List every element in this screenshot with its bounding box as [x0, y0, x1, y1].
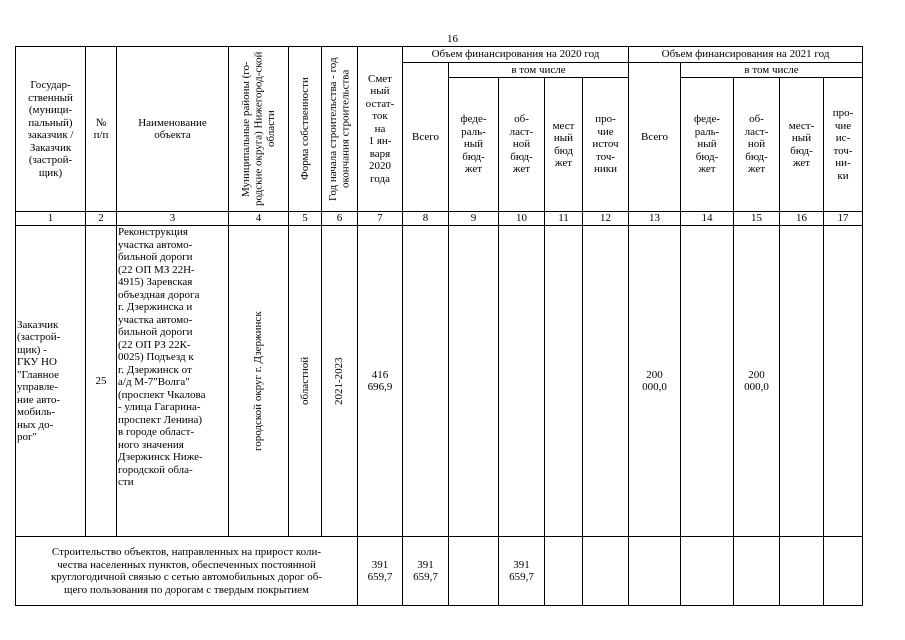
page-number: 16 — [447, 33, 458, 45]
header-years: Год начала строительства - год окончания строительства — [327, 57, 352, 201]
row-customer: Заказчик (застрой- щик) - ГКУ НО "Главное управле- ние авто- мобиль- ных до- рог" — [16, 226, 86, 537]
summary-total-2020: 391 659,7 — [403, 537, 449, 606]
col-number: 1 — [16, 212, 86, 226]
row-years: 2021-2023 — [333, 357, 346, 405]
header-regional-2020: об- ласт- ной бюд- жет — [499, 78, 545, 212]
row-empty — [545, 537, 583, 606]
row-estimate: 416 696,9 — [358, 226, 403, 537]
row-years-cell — [322, 226, 358, 537]
summary-estimate: 391 659,7 — [358, 537, 403, 606]
row-empty — [403, 226, 449, 537]
header-ownership: Форма собственности — [298, 77, 311, 181]
col-number: 11 — [545, 212, 583, 226]
header-total-2021: Всего — [629, 62, 681, 212]
row-empty — [583, 226, 629, 537]
header-other-2020: про- чие источ точ- ники — [583, 78, 629, 212]
col-number: 16 — [780, 212, 824, 226]
header-local-2020: мест ный бюд жет — [545, 78, 583, 212]
row-district: городской округ г. Дзержинск — [252, 311, 265, 451]
col-number: 14 — [681, 212, 734, 226]
col-number: 8 — [403, 212, 449, 226]
row-regional-2021: 200 000,0 — [734, 226, 780, 537]
header-fin2021: Объем финансирования на 2021 год — [629, 47, 863, 63]
col-number: 3 — [117, 212, 229, 226]
col-number: 10 — [499, 212, 545, 226]
row-district-cell — [229, 226, 289, 537]
header-including-2020: в том числе — [449, 62, 629, 78]
summary-label: Строительство объектов, направленных на прирост коли- чества населенных пунктов, обеспеченных постоянной круглогодичной связью с сетью автомобильных дорог об- щего пользования по дорогам с твердым покрытием — [16, 537, 358, 606]
header-district-cell — [229, 47, 289, 212]
header-customer: Государ- ственный (муници- пальный) заказчик / Заказчик (застрой- щик) — [16, 47, 86, 212]
row-empty — [449, 537, 499, 606]
row-empty — [681, 226, 734, 537]
col-number: 5 — [289, 212, 322, 226]
row-empty — [824, 537, 863, 606]
col-number: 13 — [629, 212, 681, 226]
row-ownership: областной — [298, 356, 311, 406]
header-district: Муниципальные районы (го-родские округа) Нижегород-ской области — [239, 51, 277, 207]
row-empty — [583, 537, 629, 606]
header-federal-2020: феде- раль- ный бюд- жет — [449, 78, 499, 212]
financing-table — [15, 46, 863, 606]
row-num: 25 — [86, 226, 117, 537]
header-regional-2021: об- ласт- ной бюд- жет — [734, 78, 780, 212]
header-years-cell — [322, 47, 358, 212]
row-empty — [499, 226, 545, 537]
col-number: 2 — [86, 212, 117, 226]
header-total-2020: Всего — [403, 62, 449, 212]
header-ownership-cell — [289, 47, 322, 212]
col-number: 7 — [358, 212, 403, 226]
row-empty — [734, 537, 780, 606]
header-num: № п/п — [86, 47, 117, 212]
row-total-2021: 200 000,0 — [629, 226, 681, 537]
row-object-name: Реконструкция участка автомо- бильной дороги (22 ОП МЗ 22Н- 4915) Заревская объездная дорога г. Дзержинска и участка автомо- бильной дороги (22 ОП РЗ 22К- 0025) Подъезд к г. Дзержинск от а/д М-7"Волга" (проспект Чкалова - улица Гагарина- проспект Ленина) в городе област- ного значения Дзержинск Ниже- городской обла- сти — [117, 226, 229, 537]
header-including-2021: в том числе — [681, 62, 863, 78]
row-empty — [681, 537, 734, 606]
row-ownership-cell — [289, 226, 322, 537]
col-number: 4 — [229, 212, 289, 226]
row-empty — [824, 226, 863, 537]
row-empty — [449, 226, 499, 537]
col-number: 9 — [449, 212, 499, 226]
header-local-2021: мест- ный бюд- жет — [780, 78, 824, 212]
summary-row — [16, 537, 863, 606]
col-number: 17 — [824, 212, 863, 226]
header-estimate: Смет ный остат- ток на 1 ян- варя 2020 года — [358, 47, 403, 212]
header-fin2020: Объем финансирования на 2020 год — [403, 47, 629, 63]
col-number: 6 — [322, 212, 358, 226]
row-empty — [545, 226, 583, 537]
header-other-2021: про- чие ис- точ- ни- ки — [824, 78, 863, 212]
header-federal-2021: феде- раль- ный бюд- жет — [681, 78, 734, 212]
col-number: 15 — [734, 212, 780, 226]
col-number: 12 — [583, 212, 629, 226]
header-object-name: Наименование объекта — [117, 47, 229, 212]
row-empty — [780, 226, 824, 537]
row-empty — [780, 537, 824, 606]
summary-regional-2020: 391 659,7 — [499, 537, 545, 606]
row-empty — [629, 537, 681, 606]
table-row — [16, 226, 863, 537]
